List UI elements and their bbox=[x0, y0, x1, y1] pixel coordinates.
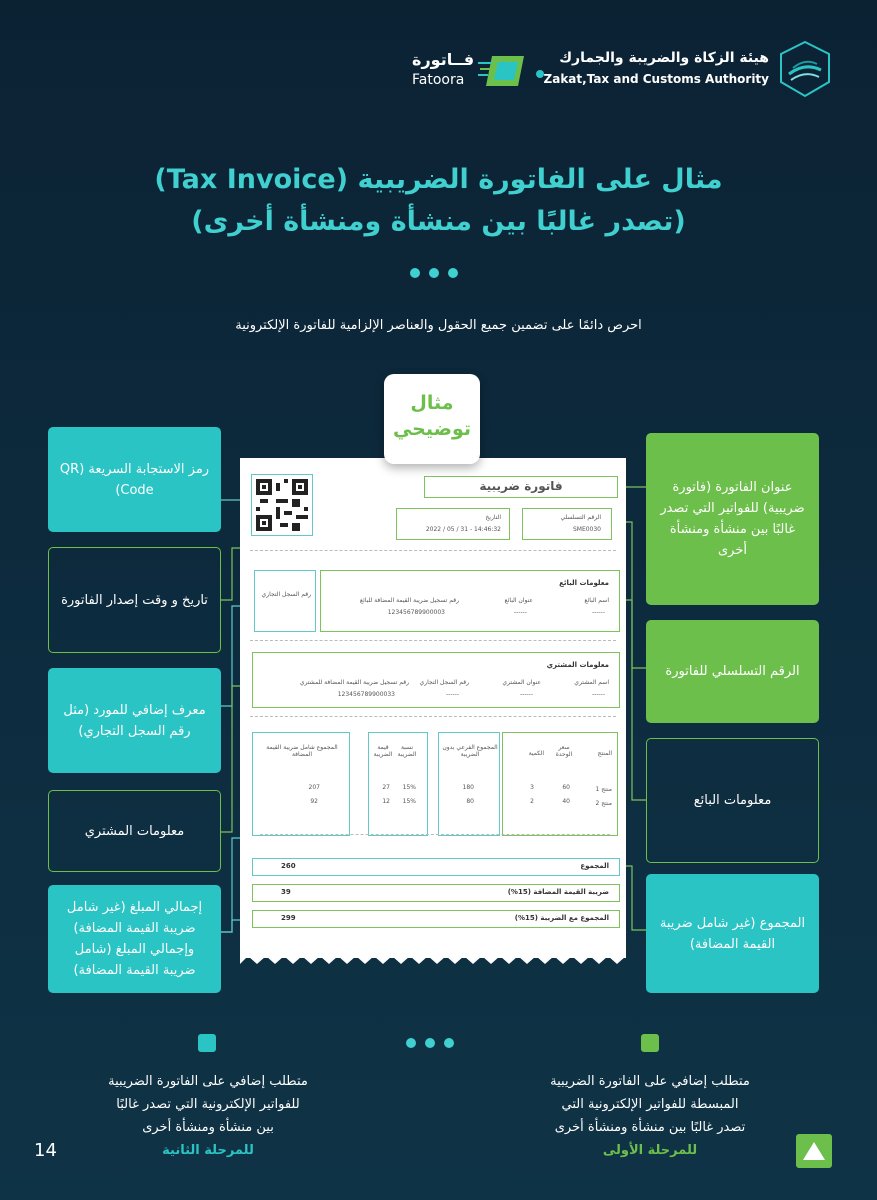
buyer-cr-value: ------ bbox=[446, 691, 459, 698]
th-tax-rate: نسبة الضريبة bbox=[397, 744, 417, 758]
total-incl-vat-label: المجموع مع الضريبة (15%) bbox=[514, 914, 609, 922]
buyer-cr-label: رقم السجل التجاري bbox=[419, 679, 469, 686]
th-quantity: الكمية bbox=[528, 750, 544, 757]
buyer-vat-value: 123456789900033 bbox=[337, 691, 395, 698]
invoice-torn-edge bbox=[240, 950, 626, 964]
phase-one-label: للمرحلة الأولى bbox=[602, 1143, 698, 1158]
date-label: التاريخ bbox=[485, 514, 501, 521]
page-subtitle: احرص دائمًا على تضمين جميع الحقول والعناصر الإلزامية للفاتورة الإلكترونية bbox=[235, 318, 642, 333]
sample-tag-line-1: مثال bbox=[410, 392, 454, 414]
total-incl-vat-value: 299 bbox=[281, 914, 296, 922]
th-product: المنتج bbox=[597, 750, 612, 757]
phase-one-text-3: تصدر غالبًا بين منشأة ومنشأة أخرى bbox=[554, 1120, 746, 1135]
cell-tax-rate: 15% bbox=[402, 784, 416, 791]
callout-date-time: تاريخ و وقت إصدار الفاتورة bbox=[48, 547, 221, 653]
buyer-header: معلومات المشتري bbox=[546, 661, 609, 669]
buyer-name-value: ------ bbox=[592, 691, 605, 698]
cell-tax-rate: 15% bbox=[402, 798, 416, 805]
seller-name-value: ------ bbox=[592, 609, 605, 616]
qr-code-icon bbox=[256, 479, 308, 531]
vat-value: 39 bbox=[281, 888, 291, 896]
total-value: 260 bbox=[281, 862, 296, 870]
phase-two-text-3: بين منشأة ومنشأة أخرى bbox=[142, 1120, 274, 1135]
seller-info-box bbox=[320, 570, 620, 632]
phase-two-note bbox=[78, 1070, 338, 1162]
cell-unit-price: 40 bbox=[562, 798, 570, 805]
cell-subtotal: 180 bbox=[462, 784, 474, 791]
phase-one-text-1: متطلب إضافي على الفاتورة الضريبية bbox=[550, 1074, 750, 1089]
phase-two-text-1: متطلب إضافي على الفاتورة الضريبية bbox=[108, 1074, 308, 1089]
seller-address-value: ------ bbox=[514, 609, 527, 616]
cell-total: 92 bbox=[310, 798, 318, 805]
cell-total: 207 bbox=[308, 784, 320, 791]
qr-code-box bbox=[251, 474, 313, 536]
seller-name-label: اسم البائع bbox=[584, 597, 609, 604]
phase-one-square-icon bbox=[641, 1034, 659, 1052]
total-incl-vat-row bbox=[252, 910, 620, 928]
authority-name-en: Zakat,Tax and Customs Authority bbox=[543, 72, 769, 86]
cell-unit-price: 60 bbox=[562, 784, 570, 791]
callout-invoice-title: عنوان الفاتورة (فاتورة ضريبية) للفواتير التي تصدر غالبًا بين منشأة ومنشأة أخرى bbox=[646, 433, 819, 605]
invoice-sheet bbox=[240, 458, 626, 958]
bottom-dots bbox=[406, 1038, 454, 1048]
th-total-incl-vat: المجموع شامل ضريبة القيمة المضافة bbox=[266, 744, 338, 758]
vat-label: ضريبة القيمة المضافة (15%) bbox=[507, 888, 609, 896]
sample-tag bbox=[384, 374, 480, 464]
authority-name-ar: هيئة الزكاة والضريبة والجمارك bbox=[559, 50, 769, 66]
sample-tag-line-2: توضيحي bbox=[392, 418, 472, 440]
buyer-address-label: عنوان المشتري bbox=[502, 679, 541, 686]
fatoora-name-ar: فــاتورة bbox=[412, 50, 475, 69]
cell-tax-amount: 27 bbox=[382, 784, 390, 791]
buyer-name-label: اسم المشتري bbox=[574, 679, 609, 686]
phase-two-square-icon bbox=[198, 1034, 216, 1052]
buyer-info-box bbox=[252, 652, 620, 708]
phase-one-text-2: المبسطة للفواتير الإلكترونية التي bbox=[561, 1097, 739, 1112]
cell-product: منتج 1 bbox=[595, 786, 612, 793]
seller-address-label: عنوان البائع bbox=[504, 597, 533, 604]
invoice-title: فاتورة ضريبية bbox=[424, 476, 618, 498]
triangle-page-icon bbox=[796, 1134, 832, 1168]
cell-product: منتج 2 bbox=[595, 800, 612, 807]
cell-subtotal: 80 bbox=[466, 798, 474, 805]
cell-quantity: 3 bbox=[530, 784, 534, 791]
callout-total-amounts: إجمالي المبلغ (غير شامل ضريبة القيمة المضافة) وإجمالي المبلغ (شامل ضريبة القيمة المضافة) bbox=[48, 885, 221, 993]
buyer-vat-label: رقم تسجيل ضريبة القيمة المضافة للمشتري bbox=[299, 679, 409, 686]
cell-tax-amount: 12 bbox=[382, 798, 390, 805]
phase-two-label: للمرحلة الثانية bbox=[162, 1143, 254, 1158]
seller-vat-value: 123456789900003 bbox=[387, 609, 445, 616]
total-label: المجموع bbox=[580, 862, 609, 870]
page-title-line-1: مثال على الفاتورة الضريبية (Tax Invoice) bbox=[154, 164, 723, 195]
th-subtotal: المجموع الفرعي بدون الضريبة bbox=[442, 744, 498, 758]
vat-row bbox=[252, 884, 620, 902]
th-unit-price: سعر الوحدة bbox=[555, 744, 573, 758]
buyer-address-value: ------ bbox=[520, 691, 533, 698]
seller-cr-label: رقم السجل التجاري bbox=[261, 591, 311, 598]
fatoora-name-en: Fatoora bbox=[412, 72, 465, 88]
invoice-date-box bbox=[396, 508, 510, 540]
seller-header: معلومات البائع bbox=[559, 579, 609, 587]
serial-label: الرقم التسلسلي bbox=[560, 514, 601, 521]
callout-qr-code: رمز الاستجابة السريعة (QR Code) bbox=[48, 427, 221, 532]
th-tax-amount: قيمة الضريبة bbox=[373, 744, 393, 758]
serial-value: SME0030 bbox=[572, 526, 601, 533]
total-row bbox=[252, 858, 620, 876]
callout-total-excl-vat: المجموع (غير شامل ضريبة القيمة المضافة) bbox=[646, 874, 819, 993]
phase-two-text-2: للفواتير الإلكترونية التي تصدر غالبًا bbox=[116, 1097, 300, 1112]
seller-vat-label: رقم تسجيل ضريبة القيمة المضافة للبائع bbox=[359, 597, 459, 604]
page-title-line-2: (تصدر غالبًا بين منشأة ومنشأة أخرى) bbox=[191, 206, 686, 237]
callout-supplier-id: معرف إضافي للمورد (مثل رقم السجل التجاري) bbox=[48, 668, 221, 773]
date-value: 2022 / 05 / 31 - 14:46:32 bbox=[425, 526, 501, 533]
callout-serial-number: الرقم التسلسلي للفاتورة bbox=[646, 620, 819, 723]
seller-cr-box bbox=[254, 570, 316, 632]
page-number: 14 bbox=[34, 1140, 57, 1161]
callout-seller-info: معلومات البائع bbox=[646, 738, 819, 863]
callout-buyer-info: معلومات المشتري bbox=[48, 790, 221, 872]
invoice-serial-box bbox=[522, 508, 612, 540]
cell-quantity: 2 bbox=[530, 798, 534, 805]
phase-one-note bbox=[520, 1070, 780, 1162]
